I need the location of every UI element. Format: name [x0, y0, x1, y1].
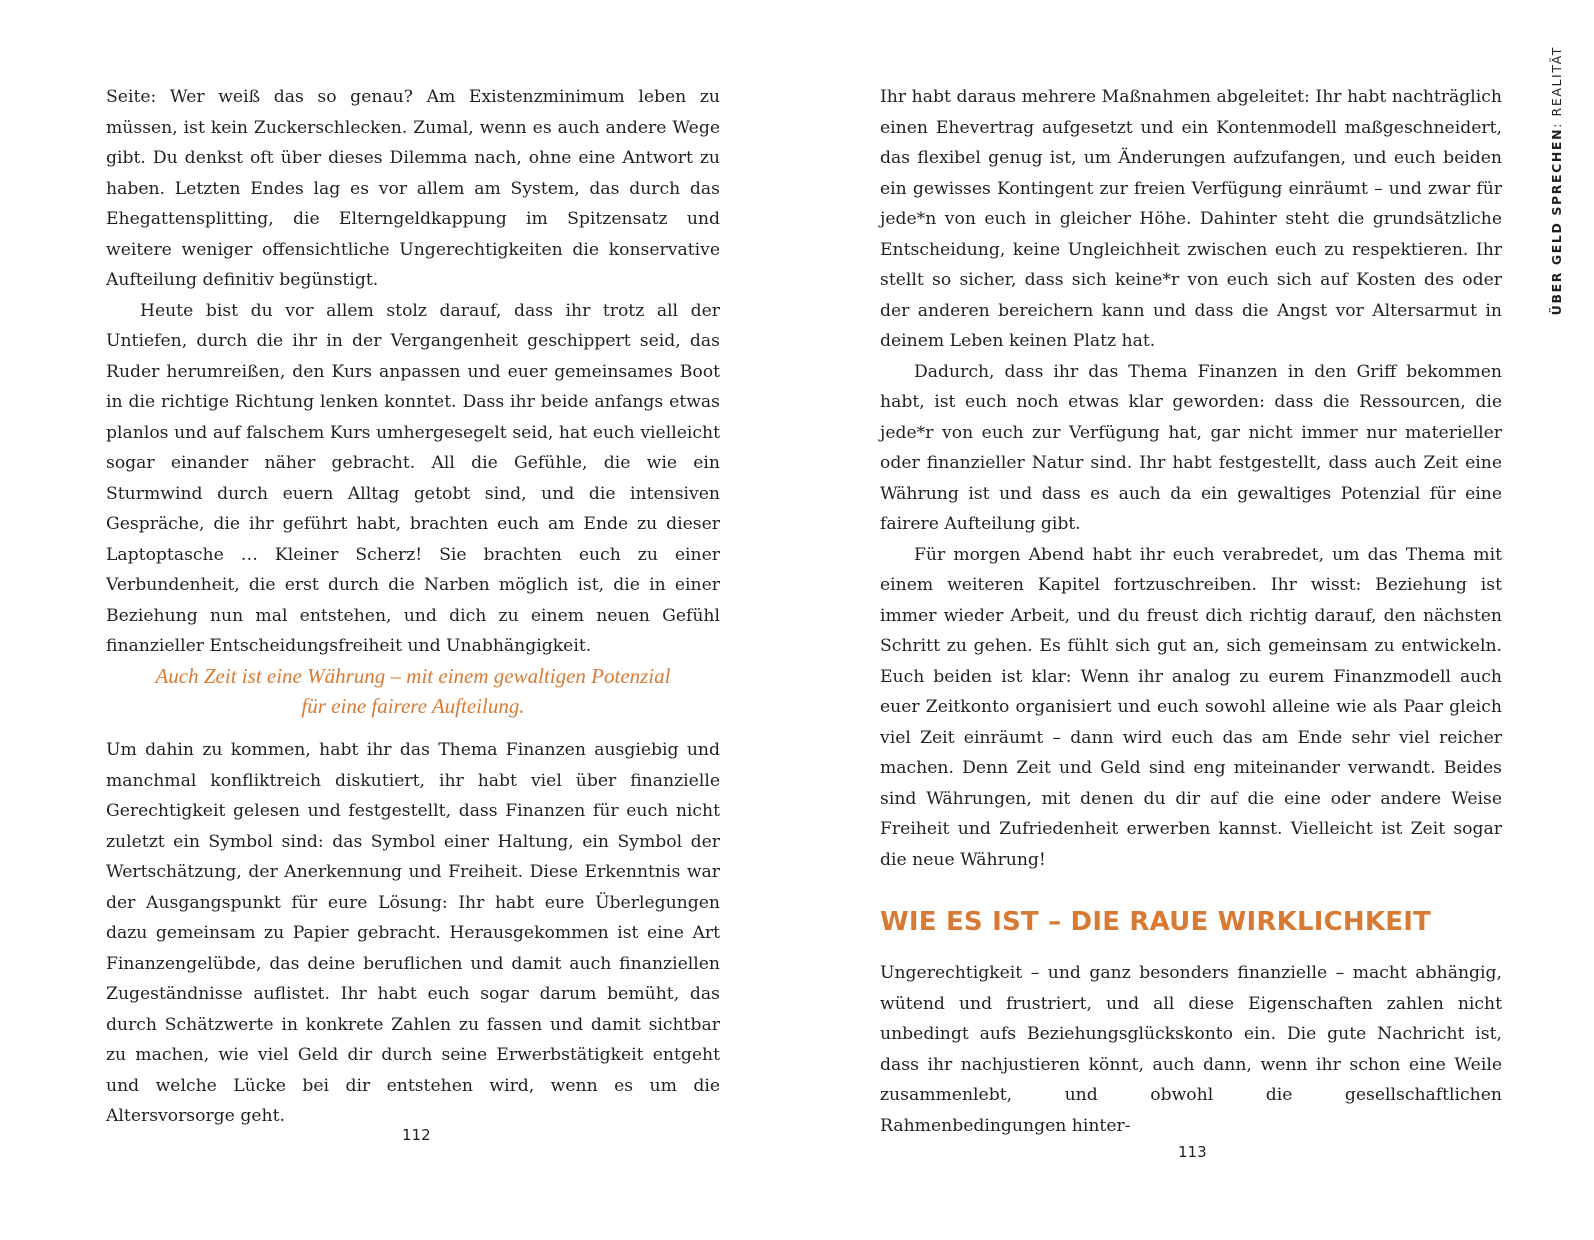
left-body-bottom [106, 735, 720, 1132]
paragraph: Um dahin zu kommen, habt ihr das Thema Finanzen ausgiebig und manchmal konfliktreich diskutiert, ihr habt viel über finanzielle Gerechtigkeit gelesen und festgestellt, dass Finanzen für euch nicht zuletzt ein Symbol sind: das Symbol einer Haltung, ein Symbol der Wertschätzung, der Anerkennung und Freiheit. Diese Erkenntnis war der Ausgangspunkt für eure Lösung: Ihr habt eure Überlegungen dazu gemeinsam zu Papier gebracht. Herausgekommen ist eine Art Finanzengelübde, das deine beruflichen und damit auch finanziellen Zugeständnisse auflistet. Ihr habt euch sogar darum bemüht, das durch Schätzwerte in konkrete Zahlen zu fassen und damit sichtbar zu machen, wie viel Geld dir durch seine Erwerbstätigkeit entgeht und welche Lücke bei dir entstehen wird, wenn es um die Altersvorsorge geht. [106, 740, 720, 1126]
running-head [1548, 46, 1566, 332]
running-head-chapter: ÜBER GELD SPRECHEN [1549, 127, 1564, 316]
left-body-top [106, 82, 720, 662]
pull-quote [106, 661, 720, 721]
running-head-separator: : [1549, 116, 1564, 128]
paragraph: Für morgen Abend habt ihr euch verabredet, um das Thema mit einem weiteren Kapitel fortzuschreiben. Ihr wisst: Beziehung ist immer wieder Arbeit, und du freust dich richtig darauf, den nächsten Schritt zu gehen. Es fühlt sich gut an, sich gemeinsam zu entwickeln. Euch beiden ist klar: Wenn ihr analog zu eurem Finanzmodell auch euer Zeitkonto organisiert und euch sowohl alleine wie als Paar gleich viel Zeit einräumt – dann wird euch das am Ende sehr viel reicher machen. Denn Zeit und Geld sind eng miteinander verwandt. Beides sind Währungen, mit denen du dir auf die eine oder andere Weise Freiheit und Zufriedenheit erwerben kannst. Vielleicht ist Zeit sogar die neue Währung! [880, 544, 1502, 870]
paragraph: Seite: Wer weiß das so genau? Am Existenzminimum leben zu müssen, ist kein Zuckerschlecken. Zumal, wenn es auch andere Wege gibt. Du denkst oft über dieses Dilemma nach, ohne eine Antwort zu haben. Letzten Endes lag es vor allem am System, das durch das Ehegattensplitting, die Elterngeldkappung im Spitzensatz und weitere weniger offensichtliche Ungerechtigkeiten die konservative Aufteilung definitiv begünstigt. [106, 87, 720, 290]
pull-quote-line: Auch Zeit ist eine Währung – mit einem gewaltigen Potenzial [155, 664, 671, 688]
page-number-left: 112 [402, 1126, 431, 1144]
section-heading: WIE ES IST – DIE RAUE WIRKLICHKEIT [880, 907, 1431, 937]
pull-quote-line: für eine fairere Aufteilung. [301, 694, 525, 718]
right-body-bottom [880, 958, 1502, 1141]
right-body-top [880, 82, 1502, 875]
paragraph: Heute bist du vor allem stolz darauf, dass ihr trotz all der Untiefen, durch die ihr in der Vergangenheit geschippert seid, das Ruder herumreißen, den Kurs anpassen und euer gemeinsames Boot in die richtige Richtung lenken konntet. Dass ihr beide anfangs etwas planlos und auf falschem Kurs umhergesegelt seid, hat euch vielleicht sogar einander näher gebracht. All die Gefühle, die wie ein Sturmwind durch euern Alltag getobt sind, und die intensiven Gespräche, die ihr geführt habt, brachten euch am Ende zu dieser Laptoptasche … Kleiner Scherz! Sie brachten euch zu einer Verbundenheit, die erst durch die Narben möglich ist, die in einer Beziehung nun mal entstehen, und dich zu einem neuen Gefühl finanzieller Entscheidungsfreiheit und Unabhängigkeit. [106, 300, 720, 656]
running-head-section: REALITÄT [1549, 46, 1564, 117]
paragraph: Ungerechtigkeit – und ganz besonders finanzielle – macht abhängig, wütend und frustriert, und all diese Eigenschaften zahlen nicht unbedingt aufs Beziehungsglückskonto ein. Die gute Nachricht ist, dass ihr nachjustieren könnt, auch dann, wenn ihr schon eine Weile zusammenlebt, und obwohl die gesellschaftlichen Rahmenbedingungen hinter- [880, 963, 1502, 1136]
paragraph: Dadurch, dass ihr das Thema Finanzen in den Griff bekommen habt, ist euch noch etwas klar geworden: dass die Ressourcen, die jede*r von euch zur Verfügung hat, gar nicht immer nur materieller oder finanzieller Natur sind. Ihr habt festgestellt, dass auch Zeit eine Währung ist und dass es auch da ein gewaltiges Potenzial für eine fairere Aufteilung gibt. [880, 361, 1502, 534]
page-number-right: 113 [1178, 1143, 1207, 1161]
paragraph: Ihr habt daraus mehrere Maßnahmen abgeleitet: Ihr habt nachträglich einen Ehevertrag aufgesetzt und ein Kontenmodell maßgeschneidert, das flexibel genug ist, um Änderungen aufzufangen, und euch beiden ein gewisses Kontingent zur freien Verfügung einräumt – und zwar für jede*n von euch in gleicher Höhe. Dahinter steht die grundsätzliche Entscheidung, keine Ungleichheit zwischen euch zu respektieren. Ihr stellt so sicher, dass sich keine*r von euch sich auf Kosten des oder der anderen bereichern kann und dass die Angst vor Altersarmut in deinem Leben keinen Platz hat. [880, 87, 1502, 351]
